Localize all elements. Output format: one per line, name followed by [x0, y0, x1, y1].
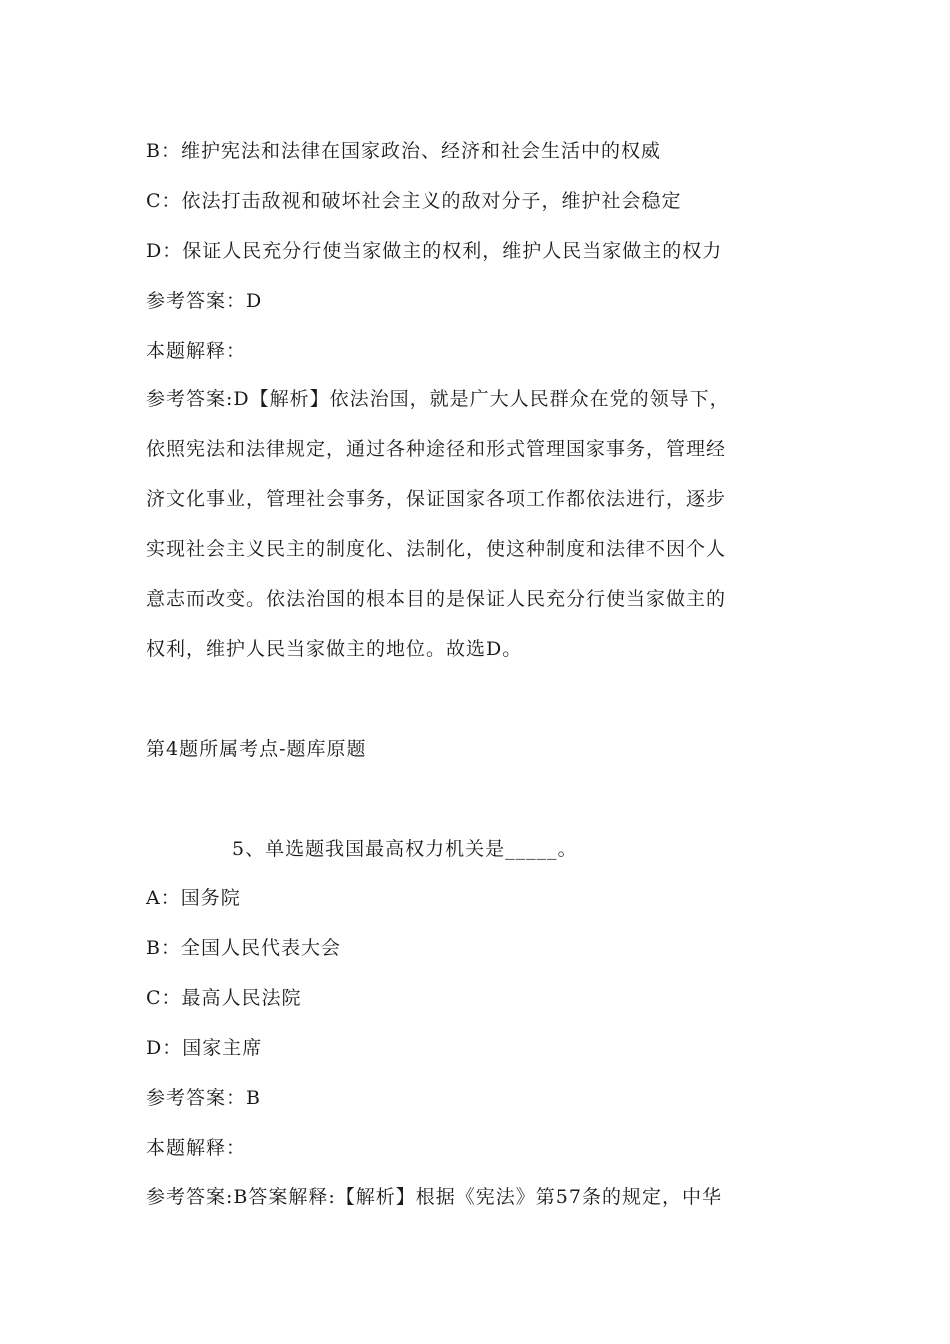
q4-explanation-heading: 本题解释： [146, 340, 247, 362]
q4-answer: 参考答案：D [146, 290, 263, 312]
q4-explanation-line: 权利，维护人民当家做主的地位。故选D。 [146, 638, 523, 660]
q5-option-c: C：最高人民法院 [146, 987, 302, 1009]
q4-explanation-line: 济文化事业，管理社会事务，保证国家各项工作都依法进行，逐步 [146, 488, 727, 510]
q4-option-c: C：依法打击敌视和破坏社会主义的敌对分子，维护社会稳定 [146, 190, 682, 212]
q4-option-d: D：保证人民充分行使当家做主的权利，维护人民当家做主的权力 [146, 240, 723, 262]
q5-question: 5、单选题我国最高权力机关是_____。 [232, 838, 578, 860]
q5-explanation-line: 参考答案:B答案解释:【解析】根据《宪法》第57条的规定，中华 [146, 1186, 722, 1208]
q4-explanation-line: 意志而改变。依法治国的根本目的是保证人民充分行使当家做主的 [146, 588, 727, 610]
q4-explanation-line: 参考答案:D【解析】依法治国，就是广大人民群众在党的领导下， [146, 388, 730, 410]
q5-option-b: B：全国人民代表大会 [146, 937, 341, 959]
q4-option-b: B：维护宪法和法律在国家政治、经济和社会生活中的权威 [146, 140, 661, 162]
q4-explanation-line: 依照宪法和法律规定，通过各种途径和形式管理国家事务，管理经 [146, 438, 727, 460]
q5-explanation-heading: 本题解释： [146, 1137, 247, 1159]
q5-option-d: D：国家主席 [146, 1037, 263, 1059]
q4-explanation-line: 实现社会主义民主的制度化、法制化，使这种制度和法律不因个人 [146, 538, 727, 560]
q4-topic: 第4题所属考点-题库原题 [146, 738, 367, 760]
q5-option-a: A：国务院 [146, 887, 241, 909]
q5-answer: 参考答案：B [146, 1087, 261, 1109]
